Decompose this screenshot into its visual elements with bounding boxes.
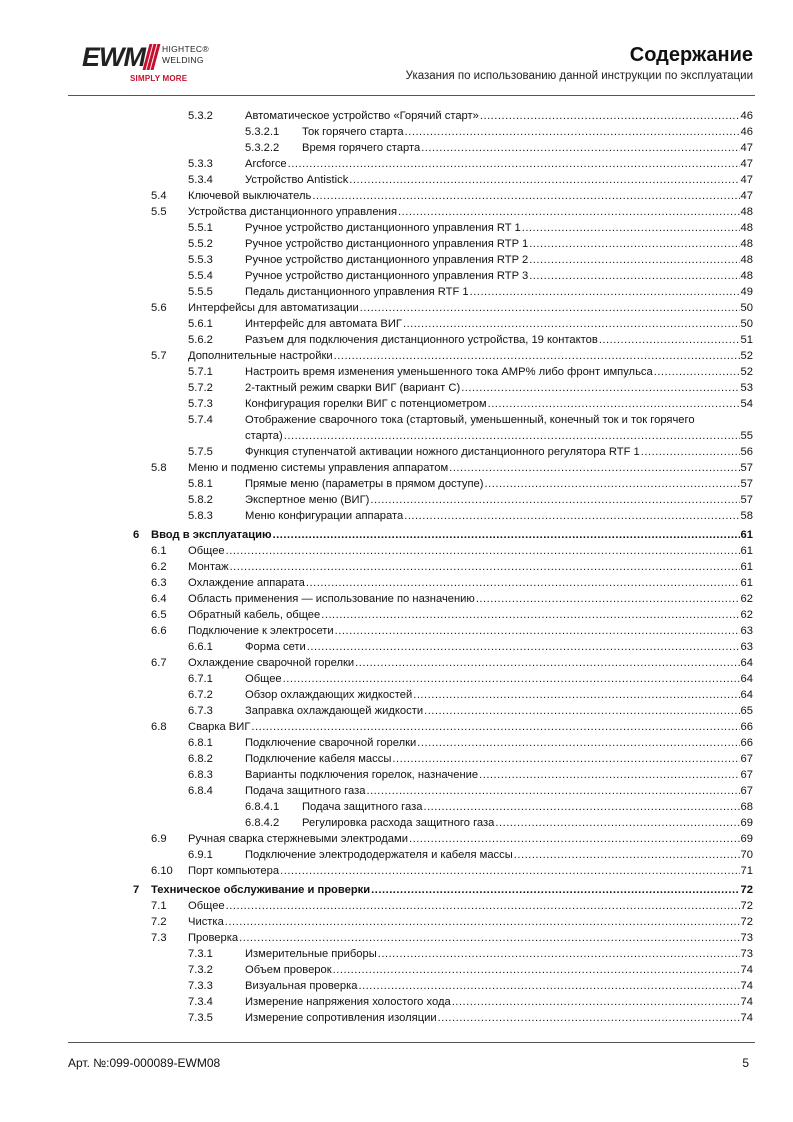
toc-entry-title: Монтаж: [188, 561, 229, 573]
toc-dot-leader: [529, 268, 739, 284]
toc-entry-title: Автоматическое устройство «Горячий старт»: [245, 110, 479, 122]
toc-dot-leader: [438, 1010, 740, 1026]
toc-dot-leader: [599, 332, 740, 348]
toc-entry[interactable]: [0, 236, 793, 252]
toc-entry-page: 61: [740, 545, 753, 557]
toc-entry-page: 48: [740, 254, 753, 266]
toc-entry-number: 5.4: [151, 190, 167, 202]
toc-entry-title: Обратный кабель, общее: [188, 609, 321, 621]
toc-entry-number: 6: [133, 529, 140, 541]
toc-entry-page: 50: [740, 302, 753, 314]
toc-entry[interactable]: [0, 476, 793, 492]
toc-dot-leader: [335, 623, 740, 639]
toc-dot-leader: [378, 946, 740, 962]
toc-entry-number: 7.3.2: [188, 964, 213, 976]
toc-entry-number: 6.8.4.2: [245, 817, 280, 829]
toc-dot-leader: [284, 428, 740, 444]
toc-dot-leader: [349, 172, 739, 188]
toc-entry-number: 5.6.1: [188, 318, 213, 330]
header-divider: [68, 95, 755, 96]
toc-entry-title-continued: старта): [245, 430, 283, 442]
toc-entry-title: Интерфейсы для автоматизации: [188, 302, 359, 314]
toc-entry-title: Дополнительные настройки: [188, 350, 333, 362]
toc-dot-leader: [371, 882, 739, 898]
toc-entry[interactable]: [0, 607, 793, 623]
toc-entry-title: Измерение сопротивления изоляции: [245, 1012, 437, 1024]
toc-entry-title: Измерение напряжения холостого хода: [245, 996, 451, 1008]
toc-entry[interactable]: [0, 412, 793, 444]
toc-dot-leader: [405, 124, 740, 140]
toc-entry-number: 6.8: [151, 721, 167, 733]
logo-hightec-welding: [162, 44, 209, 66]
toc-dot-leader: [421, 140, 739, 156]
page-title: Содержание: [629, 44, 753, 66]
toc-entry[interactable]: [0, 687, 793, 703]
toc-dot-leader: [333, 962, 740, 978]
toc-dot-leader: [370, 492, 739, 508]
toc-entry-number: 6.8.1: [188, 737, 213, 749]
toc-entry-title: Ручное устройство дистанционного управления RTP 1: [245, 238, 529, 250]
toc-entry[interactable]: [0, 140, 793, 156]
toc-dot-leader: [358, 978, 739, 994]
toc-dot-leader: [529, 236, 739, 252]
page-header: [0, 0, 793, 96]
toc-entry-number: 5.7.5: [188, 446, 213, 458]
toc-entry-number: 5.3.2.1: [245, 126, 280, 138]
toc-entry-title: Общее: [188, 900, 225, 912]
toc-entry-number: 7.2: [151, 916, 167, 928]
toc-entry[interactable]: [0, 460, 793, 476]
toc-entry-page: 57: [740, 494, 753, 506]
toc-entry-number: 5.3.2.2: [245, 142, 280, 154]
toc-entry-page: 55: [740, 430, 753, 442]
toc-entry-title: Порт компьютера: [188, 865, 280, 877]
toc-entry-page: 56: [740, 446, 753, 458]
toc-entry-page: 48: [740, 238, 753, 250]
toc-entry-title: Охлаждение сварочной горелки: [188, 657, 355, 669]
toc-entry-number: 5.7: [151, 350, 167, 362]
toc-entry-page: 53: [740, 382, 753, 394]
toc-entry-page: 69: [740, 833, 753, 845]
toc-dot-leader: [321, 607, 739, 623]
toc-entry[interactable]: [0, 914, 793, 930]
toc-dot-leader: [273, 527, 740, 543]
toc-entry-page: 62: [740, 593, 753, 605]
toc-entry-page: 66: [740, 721, 753, 733]
toc-entry-number: 6.7.1: [188, 673, 213, 685]
toc-entry-title: Варианты подключения горелок, назначение: [245, 769, 479, 781]
toc-entry-number: 5.7.2: [188, 382, 213, 394]
toc-entry-number: 6.3: [151, 577, 167, 589]
toc-entry-title: Отображение сварочного тока (стартовый, уменьшенный, конечный ток и ток горячего: [245, 414, 695, 426]
toc-dot-leader: [424, 703, 739, 719]
toc-dot-leader: [409, 831, 740, 847]
toc-entry[interactable]: [0, 364, 793, 380]
toc-entry-page: 52: [740, 366, 753, 378]
toc-entry[interactable]: [0, 946, 793, 962]
toc-entry-title: Экспертное меню (ВИГ): [245, 494, 370, 506]
toc-dot-leader: [641, 444, 740, 460]
toc-entry[interactable]: [0, 751, 793, 767]
toc-entry-title: Заправка охлаждающей жидкости: [245, 705, 424, 717]
toc-entry-number: 6.8.2: [188, 753, 213, 765]
toc-entry-page: 49: [740, 286, 753, 298]
toc-dot-leader: [514, 847, 740, 863]
toc-entry-page: 50: [740, 318, 753, 330]
toc-entry-title: Подача защитного газа: [245, 785, 366, 797]
toc-dot-leader: [392, 751, 739, 767]
toc-entry-number: 5.7.3: [188, 398, 213, 410]
toc-dot-leader: [360, 300, 740, 316]
toc-entry-page: 67: [740, 753, 753, 765]
toc-entry-page: 74: [740, 964, 753, 976]
toc-entry-number: 6.6: [151, 625, 167, 637]
toc-entry-page: 51: [740, 334, 753, 346]
toc-entry-page: 64: [740, 657, 753, 669]
toc-entry-number: 5.5.5: [188, 286, 213, 298]
toc-dot-leader: [417, 735, 739, 751]
toc-entry-page: 63: [740, 641, 753, 653]
toc-entry[interactable]: [0, 898, 793, 914]
toc-dot-leader: [476, 591, 740, 607]
toc-entry-title: Проверка: [188, 932, 239, 944]
toc-dot-leader: [529, 252, 739, 268]
toc-entry-page: 46: [740, 110, 753, 122]
toc-entry[interactable]: [0, 671, 793, 687]
toc-entry-page: 58: [740, 510, 753, 522]
toc-entry[interactable]: [0, 978, 793, 994]
toc-entry-page: 72: [740, 900, 753, 912]
toc-entry[interactable]: [0, 348, 793, 364]
toc-entry-title: Техническое обслуживание и проверки: [151, 884, 371, 896]
toc-entry-page: 61: [740, 561, 753, 573]
toc-entry-number: 6.4: [151, 593, 167, 605]
toc-entry[interactable]: [0, 847, 793, 863]
toc-entry[interactable]: [0, 962, 793, 978]
logo-ewm-text: EWM: [82, 42, 145, 72]
toc-entry-number: 7.3.4: [188, 996, 213, 1008]
toc-entry-page: 68: [740, 801, 753, 813]
toc-entry-page: 66: [740, 737, 753, 749]
toc-entry-title: Общее: [188, 545, 225, 557]
toc-entry[interactable]: [0, 767, 793, 783]
toc-entry-title: Подключение к электросети: [188, 625, 334, 637]
toc-entry-page: 52: [740, 350, 753, 362]
toc-entry-number: 6.7.2: [188, 689, 213, 701]
toc-entry-title: Ручное устройство дистанционного управления RTP 2: [245, 254, 529, 266]
toc-entry-title: Время горячего старта: [302, 142, 421, 154]
toc-entry[interactable]: [0, 994, 793, 1010]
toc-entry-title: Ручное устройство дистанционного управления RT 1: [245, 222, 521, 234]
toc-entry[interactable]: [0, 1010, 793, 1026]
toc-entry-number: 5.8.1: [188, 478, 213, 490]
toc-dot-leader: [306, 575, 740, 591]
toc-entry[interactable]: [0, 316, 793, 332]
toc-entry-page: 72: [740, 884, 753, 896]
toc-dot-leader: [398, 204, 740, 220]
toc-entry[interactable]: [0, 559, 793, 575]
toc-entry-page: 54: [740, 398, 753, 410]
toc-entry-number: 5.6.2: [188, 334, 213, 346]
toc-entry-title: Конфигурация горелки ВИГ с потенциометром: [245, 398, 487, 410]
toc-entry-number: 5.3.2: [188, 110, 213, 122]
toc-entry[interactable]: [0, 527, 793, 543]
toc-dot-leader: [452, 994, 740, 1010]
toc-entry-title: Устройства дистанционного управления: [188, 206, 398, 218]
toc-entry-title: Ток горячего старта: [302, 126, 404, 138]
toc-entry-title: Разъем для подключения дистанционного устройства, 19 контактов: [245, 334, 598, 346]
toc-entry[interactable]: [0, 284, 793, 300]
toc-entry-page: 47: [740, 190, 753, 202]
toc-entry-page: 48: [740, 222, 753, 234]
logo-tagline: SIMPLY MORE: [130, 74, 188, 83]
toc-entry[interactable]: [0, 156, 793, 172]
toc-entry-page: 72: [740, 916, 753, 928]
toc-entry-title: Подключение электрододержателя и кабеля массы: [245, 849, 513, 861]
toc-entry-page: 70: [740, 849, 753, 861]
toc-dot-leader: [479, 767, 739, 783]
toc-entry-number: 6.8.4: [188, 785, 213, 797]
toc-entry[interactable]: [0, 591, 793, 607]
toc-entry[interactable]: [0, 332, 793, 348]
toc-entry[interactable]: [0, 252, 793, 268]
toc-dot-leader: [226, 543, 740, 559]
toc-entry-title: Прямые меню (параметры в прямом доступе): [245, 478, 484, 490]
toc-entry-number: 5.3.4: [188, 174, 213, 186]
toc-entry-number: 5.8.3: [188, 510, 213, 522]
toc-entry[interactable]: [0, 300, 793, 316]
toc-entry-number: 6.6.1: [188, 641, 213, 653]
toc-entry-title: Визуальная проверка: [245, 980, 358, 992]
toc-dot-leader: [413, 687, 739, 703]
toc-entry-title: Подключение сварочной горелки: [245, 737, 417, 749]
toc-entry[interactable]: [0, 703, 793, 719]
toc-entry[interactable]: [0, 863, 793, 879]
toc-entry-title: Сварка ВИГ: [188, 721, 251, 733]
toc-entry[interactable]: [0, 815, 793, 831]
toc-entry-title: Устройство Antistick: [245, 174, 349, 186]
toc-entry-page: 67: [740, 785, 753, 797]
toc-entry[interactable]: [0, 719, 793, 735]
toc-entry[interactable]: [0, 655, 793, 671]
toc-entry-page: 61: [740, 529, 753, 541]
toc-entry[interactable]: [0, 543, 793, 559]
toc-dot-leader: [312, 188, 739, 204]
logo-welding: WELDING: [162, 55, 204, 65]
toc-entry[interactable]: [0, 444, 793, 460]
toc-entry[interactable]: [0, 172, 793, 188]
toc-dot-leader: [280, 863, 739, 879]
toc-entry[interactable]: [0, 492, 793, 508]
footer-divider: [68, 1042, 755, 1043]
toc-dot-leader: [654, 364, 740, 380]
toc-entry-title: Форма сети: [245, 641, 306, 653]
toc-dot-leader: [366, 783, 739, 799]
toc-entry-number: 5.7.4: [188, 414, 213, 426]
logo-stripes-icon: [146, 44, 158, 70]
toc-entry-number: 6.5: [151, 609, 167, 621]
article-number: Арт. №:099-000089-EWM08: [68, 1056, 221, 1070]
toc-entry[interactable]: [0, 220, 793, 236]
toc-entry-number: 5.8: [151, 462, 167, 474]
toc-entry-page: 57: [740, 478, 753, 490]
toc-entry-page: 57: [740, 462, 753, 474]
toc-entry[interactable]: [0, 108, 793, 124]
toc-entry-title: Меню конфигурации аппарата: [245, 510, 404, 522]
toc-entry-page: 47: [740, 174, 753, 186]
toc-entry-title: Подключение кабеля массы: [245, 753, 392, 765]
toc-entry-title: Ручная сварка стержневыми электродами: [188, 833, 408, 845]
toc-entry-number: 6.8.3: [188, 769, 213, 781]
toc-entry-page: 48: [740, 270, 753, 282]
toc-entry[interactable]: [0, 124, 793, 140]
toc-dot-leader: [288, 156, 740, 172]
toc-dot-leader: [334, 348, 740, 364]
toc-entry[interactable]: [0, 783, 793, 799]
toc-entry-title: Интерфейс для автомата ВИГ: [245, 318, 402, 330]
toc-dot-leader: [403, 316, 740, 332]
toc-entry-number: 6.9.1: [188, 849, 213, 861]
toc-entry-number: 7.3: [151, 932, 167, 944]
toc-entry-page: 65: [740, 705, 753, 717]
toc-entry[interactable]: [0, 639, 793, 655]
toc-entry-number: 6.7.3: [188, 705, 213, 717]
toc-dot-leader: [225, 914, 740, 930]
toc-dot-leader: [404, 508, 739, 524]
toc-entry[interactable]: [0, 575, 793, 591]
toc-entry[interactable]: [0, 882, 793, 898]
toc-entry-number: 5.5.2: [188, 238, 213, 250]
toc-entry-page: 73: [740, 932, 753, 944]
toc-entry-title: Подача защитного газа: [302, 801, 423, 813]
toc-entry-page: 69: [740, 817, 753, 829]
toc-entry[interactable]: [0, 188, 793, 204]
toc-entry[interactable]: [0, 799, 793, 815]
toc-entry[interactable]: [0, 380, 793, 396]
toc-entry-page: 64: [740, 673, 753, 685]
toc-entry-title: Arcforce: [245, 158, 287, 170]
toc-entry-title: Регулировка расхода защитного газа: [302, 817, 495, 829]
toc-entry-number: 6.9: [151, 833, 167, 845]
toc-entry-title: Общее: [245, 673, 282, 685]
toc-entry[interactable]: [0, 396, 793, 412]
toc-entry-number: 6.1: [151, 545, 167, 557]
toc-entry-number: 7.3.5: [188, 1012, 213, 1024]
toc-dot-leader: [461, 380, 739, 396]
toc-entry-page: 73: [740, 948, 753, 960]
toc-entry-number: 7.3.3: [188, 980, 213, 992]
toc-entry-title: Педаль дистанционного управления RTF 1: [245, 286, 469, 298]
toc-dot-leader: [226, 898, 740, 914]
toc-dot-leader: [480, 108, 740, 124]
toc-entry-title: Функция ступенчатой активации ножного дистанционного регулятора RTF 1: [245, 446, 640, 458]
toc-dot-leader: [307, 639, 740, 655]
toc-entry-title: Ручное устройство дистанционного управления RTP 3: [245, 270, 529, 282]
toc-entry-page: 74: [740, 980, 753, 992]
toc-entry-title: Охлаждение аппарата: [188, 577, 305, 589]
toc-dot-leader: [251, 719, 739, 735]
toc-entry-title: 2-тактный режим сварки ВИГ (вариант C): [245, 382, 461, 394]
toc-dot-leader: [470, 284, 740, 300]
toc-entry[interactable]: [0, 831, 793, 847]
toc-dot-leader: [485, 476, 740, 492]
toc-dot-leader: [239, 930, 739, 946]
toc-entry-page: 67: [740, 769, 753, 781]
toc-entry-page: 63: [740, 625, 753, 637]
toc-entry-page: 71: [740, 865, 753, 877]
toc-entry-title: Измерительные приборы: [245, 948, 377, 960]
toc-entry-number: 7: [133, 884, 140, 896]
toc-entry[interactable]: [0, 735, 793, 751]
toc-entry-number: 5.3.3: [188, 158, 213, 170]
toc-entry-number: 5.5.3: [188, 254, 213, 266]
toc-dot-leader: [495, 815, 739, 831]
toc-entry-page: 47: [740, 142, 753, 154]
toc-entry-page: 46: [740, 126, 753, 138]
toc-entry-number: 5.5.4: [188, 270, 213, 282]
toc-dot-leader: [230, 559, 740, 575]
toc-entry[interactable]: [0, 268, 793, 284]
toc-entry-title: Чистка: [188, 916, 224, 928]
logo-hightec: HIGHTEC®: [162, 44, 209, 54]
toc-entry-number: 5.5.1: [188, 222, 213, 234]
page-subtitle: Указания по использованию данной инструкции по эксплуатации: [405, 70, 753, 82]
toc-dot-leader: [522, 220, 740, 236]
ewm-logo: [82, 40, 212, 86]
page-number: 5: [742, 1056, 749, 1070]
toc-entry-title: Область применения — использование по назначению: [188, 593, 475, 605]
toc-entry-title: Ввод в эксплуатацию: [151, 529, 272, 541]
toc-entry-page: 47: [740, 158, 753, 170]
toc-entry[interactable]: [0, 204, 793, 220]
toc-entry-number: 7.1: [151, 900, 167, 912]
toc-entry-page: 62: [740, 609, 753, 621]
toc-entry-number: 5.5: [151, 206, 167, 218]
toc-entry-page: 48: [740, 206, 753, 218]
table-of-contents: [0, 108, 793, 1026]
toc-dot-leader: [283, 671, 740, 687]
toc-entry-title: Ключевой выключатель: [188, 190, 312, 202]
toc-entry-title: Настроить время изменения уменьшенного тока AMP% либо фронт импульса: [245, 366, 653, 378]
toc-entry-number: 6.10: [151, 865, 173, 877]
toc-dot-leader: [488, 396, 740, 412]
toc-entry-number: 6.7: [151, 657, 167, 669]
toc-entry[interactable]: [0, 508, 793, 524]
toc-entry-page: 74: [740, 1012, 753, 1024]
toc-entry-title: Меню и подменю системы управления аппаратом: [188, 462, 449, 474]
toc-entry-page: 64: [740, 689, 753, 701]
toc-entry-page: 74: [740, 996, 753, 1008]
toc-dot-leader: [449, 460, 739, 476]
toc-dot-leader: [355, 655, 739, 671]
toc-entry-number: 5.6: [151, 302, 167, 314]
toc-entry-title: Объем проверок: [245, 964, 332, 976]
toc-entry-title: Обзор охлаждающих жидкостей: [245, 689, 413, 701]
toc-entry-page: 61: [740, 577, 753, 589]
toc-entry-number: 7.3.1: [188, 948, 213, 960]
toc-entry-number: 5.8.2: [188, 494, 213, 506]
toc-entry-number: 6.2: [151, 561, 167, 573]
toc-entry-number: 5.7.1: [188, 366, 213, 378]
toc-entry[interactable]: [0, 930, 793, 946]
toc-dot-leader: [423, 799, 739, 815]
toc-entry-number: 6.8.4.1: [245, 801, 280, 813]
toc-entry[interactable]: [0, 623, 793, 639]
